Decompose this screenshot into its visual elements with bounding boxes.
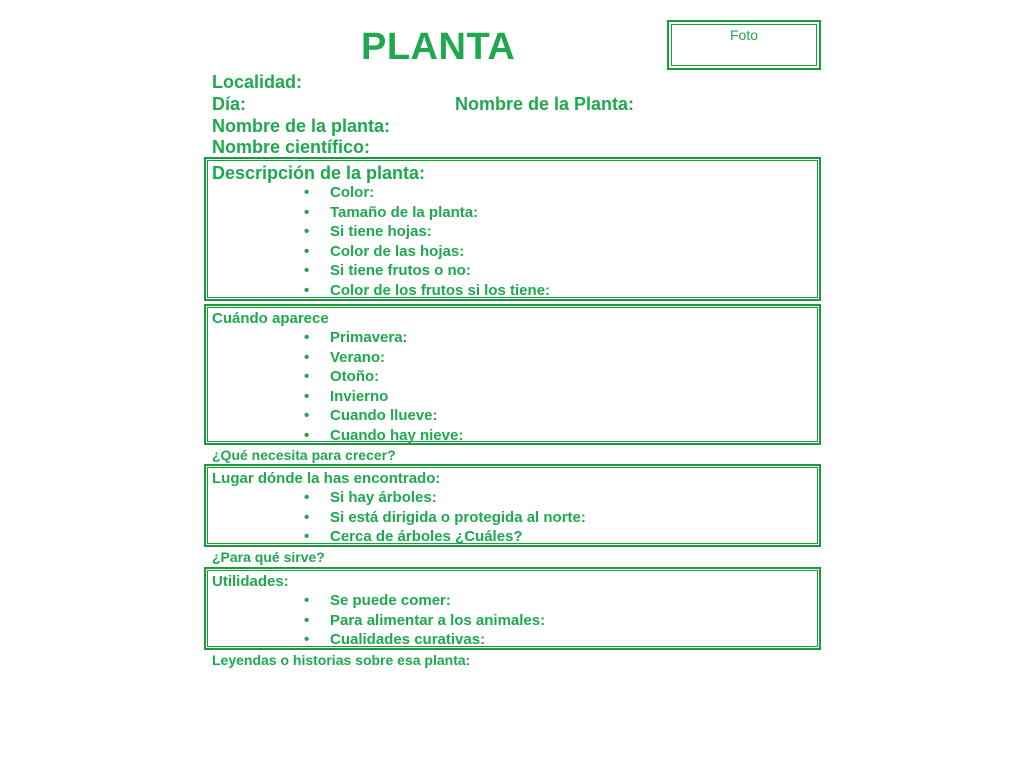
list-item: • Invierno bbox=[304, 387, 389, 405]
descripcion-list bbox=[206, 183, 550, 300]
list-item: • Si tiene frutos o no: bbox=[304, 262, 471, 279]
section-descripcion bbox=[204, 157, 821, 301]
field-dia: Día: bbox=[212, 94, 247, 114]
utilidades-title: Utilidades: bbox=[212, 573, 289, 590]
photo-label: Foto bbox=[729, 27, 758, 43]
lugar-title: Lugar dónde la has encontrado: bbox=[212, 470, 441, 487]
list-item: • Se puede comer: bbox=[304, 592, 451, 609]
list-item: • Si está dirigida o protegida al norte: bbox=[304, 508, 586, 526]
list-item: • Si tiene hojas: bbox=[304, 223, 432, 240]
list-item: • Si hay árboles: bbox=[304, 489, 437, 506]
list-item: • Tamaño de la planta: bbox=[304, 203, 479, 221]
list-item: • Para alimentar a los animales: bbox=[304, 611, 546, 629]
question-necesita: ¿Qué necesita para crecer? bbox=[212, 447, 396, 463]
field-nombre-planta: Nombre de la planta: bbox=[212, 116, 391, 136]
section-utilidades bbox=[204, 567, 821, 650]
field-nombre-cientifico: Nombre científico: bbox=[212, 137, 371, 157]
list-item: • Verano: bbox=[304, 348, 386, 366]
list-item: • Cualidades curativas: bbox=[304, 631, 486, 648]
utilidades-list bbox=[206, 591, 545, 650]
leyendas-line: Leyendas o historias sobre esa planta: bbox=[212, 652, 471, 668]
cuando-title: Cuándo aparece bbox=[212, 310, 329, 327]
list-item: • Cuando llueve: bbox=[304, 407, 438, 424]
list-item: • Cuando hay nieve: bbox=[304, 426, 464, 444]
list-item: • Primavera: bbox=[304, 329, 408, 346]
field-nombre-planta-right: Nombre de la Planta: bbox=[455, 94, 635, 114]
section-lugar bbox=[204, 464, 821, 547]
section-cuando-aparece bbox=[204, 304, 821, 445]
lugar-list bbox=[206, 488, 586, 547]
field-localidad: Localidad: bbox=[212, 72, 303, 92]
list-item: • Otoño: bbox=[304, 368, 380, 385]
list-item: • Color de los frutos si los tiene: bbox=[304, 281, 551, 299]
list-item: • Color de las hojas: bbox=[304, 242, 465, 260]
cuando-list bbox=[206, 328, 463, 445]
descripcion-title: Descripción de la planta: bbox=[212, 163, 426, 183]
list-item: • Cerca de árboles ¿Cuáles? bbox=[304, 528, 523, 545]
list-item: • Color: bbox=[304, 184, 375, 201]
photo-placeholder bbox=[667, 20, 821, 70]
page-title: PLANTA bbox=[361, 26, 516, 68]
question-para-que: ¿Para qué sirve? bbox=[212, 549, 325, 565]
